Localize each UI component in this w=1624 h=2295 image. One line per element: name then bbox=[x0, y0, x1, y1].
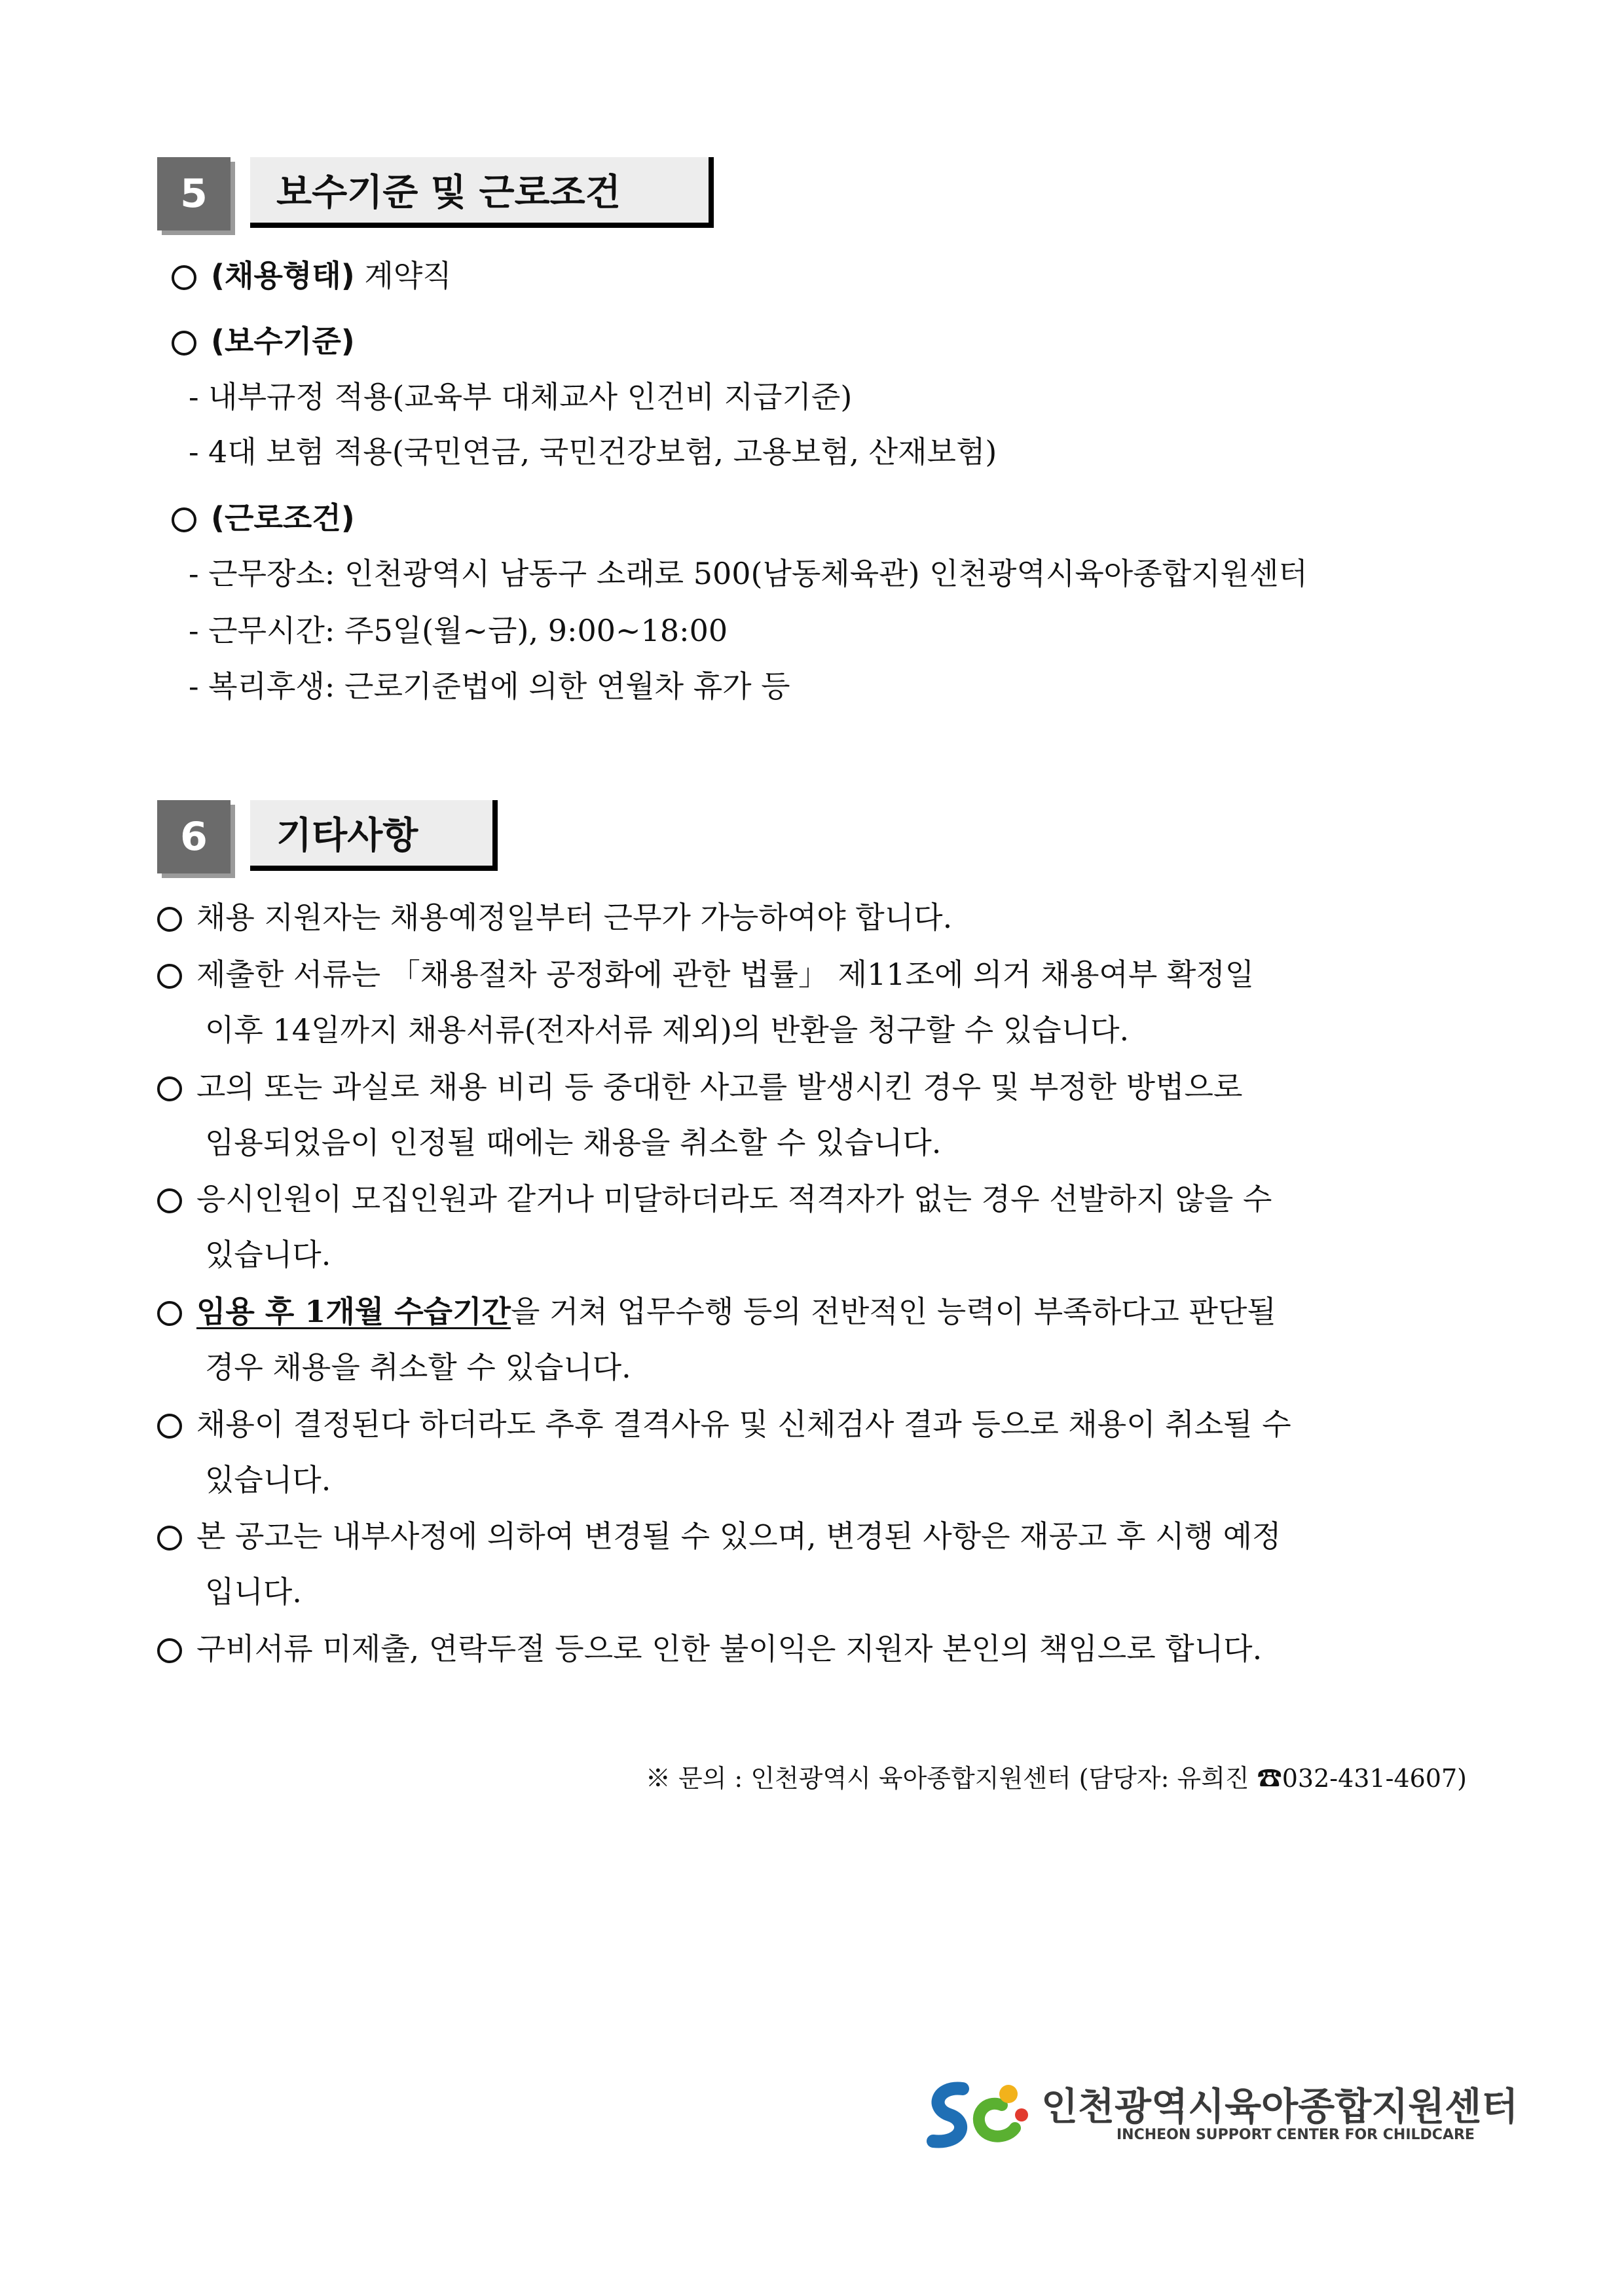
employment-type-value: 계약직 bbox=[354, 258, 452, 293]
logo-name-en: INCHEON SUPPORT CENTER FOR CHILDCARE bbox=[1116, 2127, 1475, 2143]
work-conditions-label: (근로조건) bbox=[211, 500, 355, 536]
list-item: 응시인원이 모집인원과 같거나 미달하더라도 적격자가 없는 경우 선발하지 않을 수 bbox=[157, 1184, 1272, 1214]
list-item-continuation: 입니다. bbox=[205, 1574, 302, 1609]
logo-name-ko: 인천광역시육아종합지원센터 bbox=[1041, 2084, 1519, 2129]
employment-type-label: (채용형태) bbox=[211, 258, 355, 293]
list-item: 채용이 결정된다 하더라도 추후 결격사유 및 신체검사 결과 등으로 채용이 취소될 수 bbox=[157, 1409, 1291, 1439]
list-item: 임용 후 1개월 수습기간을 거쳐 업무수행 등의 전반적인 능력이 부족하다고 판단될 bbox=[157, 1296, 1276, 1327]
work-conditions-item: - 복리후생: 근로기준법에 의한 연월차 휴가 등 bbox=[189, 669, 790, 704]
circle-bullet-icon bbox=[157, 1414, 182, 1439]
pay-standard-line bbox=[172, 323, 355, 359]
list-item: 구비서류 미제출, 연락두절 등으로 인한 불이익은 지원자 본인의 책임으로 합니다. bbox=[157, 1634, 1262, 1664]
section-5-title: 보수기준 및 근로조건 bbox=[250, 157, 714, 228]
contact-info: ※ 문의 : 인천광역시 육아종합지원센터 (담당자: 유희진 ☎032-431-4607) bbox=[645, 1764, 1467, 1793]
pay-standard-item: - 4대 보험 적용(국민연금, 국민건강보험, 고용보험, 산재보험) bbox=[189, 434, 997, 469]
circle-bullet-icon bbox=[157, 1638, 182, 1663]
circle-bullet-icon bbox=[172, 265, 196, 290]
work-conditions-line bbox=[172, 500, 355, 536]
circle-bullet-icon bbox=[172, 331, 196, 356]
pay-standard-item: - 내부규정 적용(교육부 대체교사 인건비 지급기준) bbox=[189, 379, 853, 414]
center-logo bbox=[917, 2069, 1519, 2154]
work-conditions-item: - 근무장소: 인천광역시 남동구 소래로 500(남동체육관) 인천광역시육아종합지원센터 bbox=[189, 556, 1308, 591]
list-item: 고의 또는 과실로 채용 비리 등 중대한 사고를 발생시킨 경우 및 부정한 방법으로 bbox=[157, 1072, 1242, 1102]
list-item: 채용 지원자는 채용예정일부터 근무가 가능하여야 합니다. bbox=[157, 902, 952, 932]
work-conditions-item: - 근무시간: 주5일(월~금), 9:00~18:00 bbox=[189, 613, 728, 648]
list-item-continuation: 경우 채용을 취소할 수 있습니다. bbox=[205, 1349, 631, 1385]
circle-bullet-icon bbox=[157, 907, 182, 932]
circle-bullet-icon bbox=[172, 507, 196, 532]
circle-bullet-icon bbox=[157, 964, 182, 989]
section-5-number: 5 bbox=[157, 157, 231, 230]
circle-bullet-icon bbox=[157, 1076, 182, 1101]
list-item: 본 공고는 내부사정에 의하여 변경될 수 있으며, 변경된 사항은 재공고 후 시행 예정 bbox=[157, 1521, 1281, 1551]
list-item-continuation: 있습니다. bbox=[205, 1237, 331, 1272]
probation-emphasis: 임용 후 1개월 수습기간 bbox=[196, 1294, 511, 1329]
section-6-title: 기타사항 bbox=[250, 800, 498, 871]
list-item-continuation: 임용되었음이 인정될 때에는 채용을 취소할 수 있습니다. bbox=[205, 1125, 942, 1160]
list-item-continuation: 이후 14일까지 채용서류(전자서류 제외)의 반환을 청구할 수 있습니다. bbox=[205, 1012, 1130, 1048]
employment-type-line bbox=[172, 258, 452, 293]
section-6-number: 6 bbox=[157, 800, 231, 873]
center-logo-mark-icon bbox=[917, 2069, 1035, 2154]
circle-bullet-icon bbox=[157, 1301, 182, 1326]
pay-standard-label: (보수기준) bbox=[211, 323, 355, 359]
circle-bullet-icon bbox=[157, 1526, 182, 1551]
circle-bullet-icon bbox=[157, 1188, 182, 1213]
list-item: 제출한 서류는 「채용절차 공정화에 관한 법률」 제11조에 의거 채용여부 확정일 bbox=[157, 959, 1254, 989]
list-item-continuation: 있습니다. bbox=[205, 1462, 331, 1497]
